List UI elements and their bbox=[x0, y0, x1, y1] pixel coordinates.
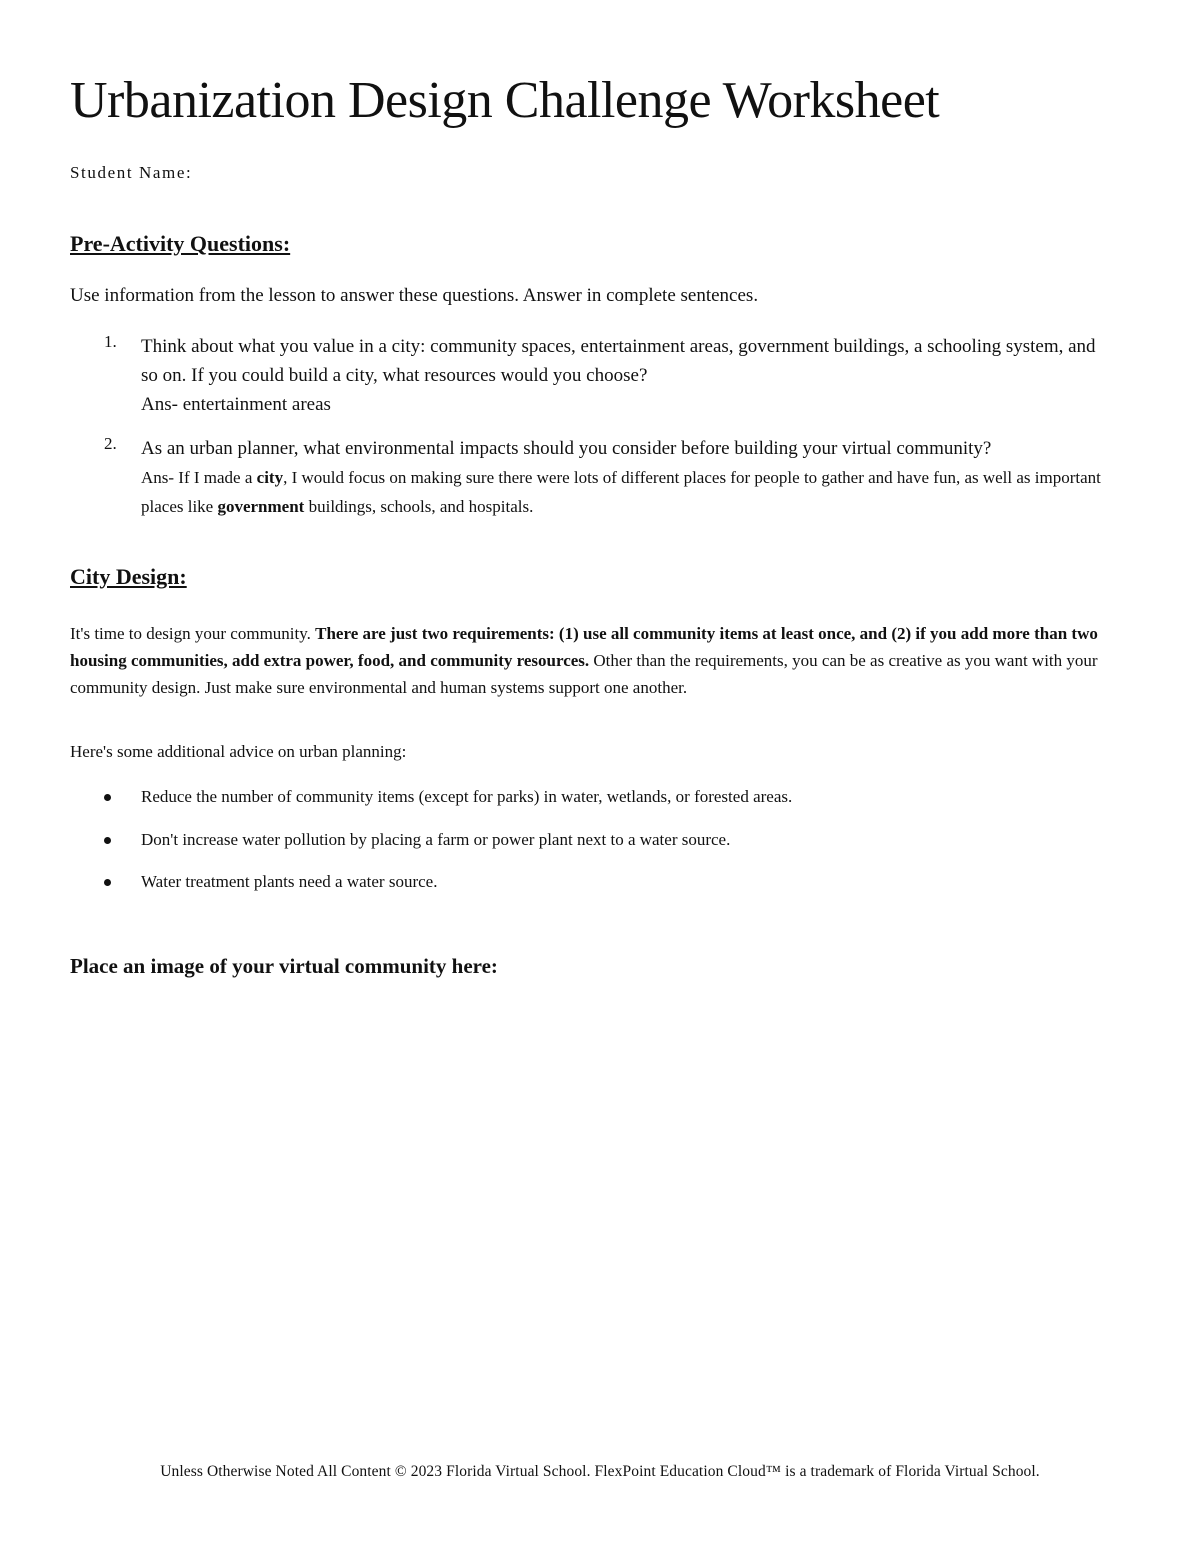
advice-text: Don't increase water pollution by placing a farm or power plant next to a water source. bbox=[141, 829, 731, 849]
answer-part: buildings, schools, and hospitals. bbox=[304, 497, 534, 516]
question-1 bbox=[104, 332, 1114, 419]
pre-activity-intro: Use information from the lesson to answer these questions. Answer in complete sentences. bbox=[70, 285, 759, 306]
answer-bold-word: government bbox=[217, 497, 305, 516]
advice-list bbox=[104, 785, 792, 913]
answer-bold-word: city bbox=[256, 468, 284, 487]
list-item bbox=[104, 785, 792, 809]
image-placeholder-area[interactable] bbox=[70, 1000, 1130, 1420]
city-design-heading: City Design: bbox=[70, 564, 187, 589]
page-title: Urbanization Design Challenge Worksheet bbox=[70, 72, 940, 129]
paragraph-lead: It's time to design your community. bbox=[70, 624, 316, 643]
question-text: Think about what you value in a city: community spaces, entertainment areas, government buildings, a schooling system, and so on. If you could build a city, what resources would you choose? bbox=[141, 336, 1096, 386]
answer-text: Ans- entertainment areas bbox=[141, 394, 331, 415]
requirements-text: There are just two requirements: (1) use all community items at least once, and (2) if you add more than two housing communities, add extra power, food, and community resources. bbox=[70, 624, 1098, 670]
advice-text: Reduce the number of community items (except for parks) in water, wetlands, or forested areas. bbox=[141, 787, 793, 806]
question-number: 2. bbox=[104, 434, 117, 453]
answer-part: , I would focus on making sure there were lots of different places for people to gather and have fun, as well as important places like bbox=[141, 468, 1101, 516]
answer-text bbox=[141, 468, 1101, 516]
bullet-icon bbox=[104, 879, 111, 886]
paragraph-tail: Other than the requirements, you can be as creative as you want with your community design. Just make sure environmental and human systems support one another. bbox=[70, 651, 1098, 697]
city-design-paragraph bbox=[70, 620, 1135, 701]
question-2 bbox=[104, 434, 1114, 521]
advice-intro: Here's some additional advice on urban planning: bbox=[70, 742, 407, 761]
question-number: 1. bbox=[104, 332, 117, 351]
bullet-icon bbox=[104, 794, 111, 801]
image-prompt: Place an image of your virtual community here: bbox=[70, 954, 498, 978]
question-text: As an urban planner, what environmental impacts should you consider before building your virtual community? bbox=[141, 438, 992, 459]
answer-part: Ans- If I made a bbox=[141, 468, 257, 487]
footer-copyright: Unless Otherwise Noted All Content © 2023 Florida Virtual School. FlexPoint Education Cloud™ is a trademark of Florida Virtual School. bbox=[160, 1463, 1040, 1480]
list-item bbox=[104, 828, 792, 852]
list-item bbox=[104, 870, 792, 894]
student-name-label: Student Name: bbox=[70, 163, 193, 182]
bullet-icon bbox=[104, 837, 111, 844]
advice-text: Water treatment plants need a water source. bbox=[141, 872, 438, 891]
pre-activity-heading: Pre-Activity Questions: bbox=[70, 231, 291, 256]
